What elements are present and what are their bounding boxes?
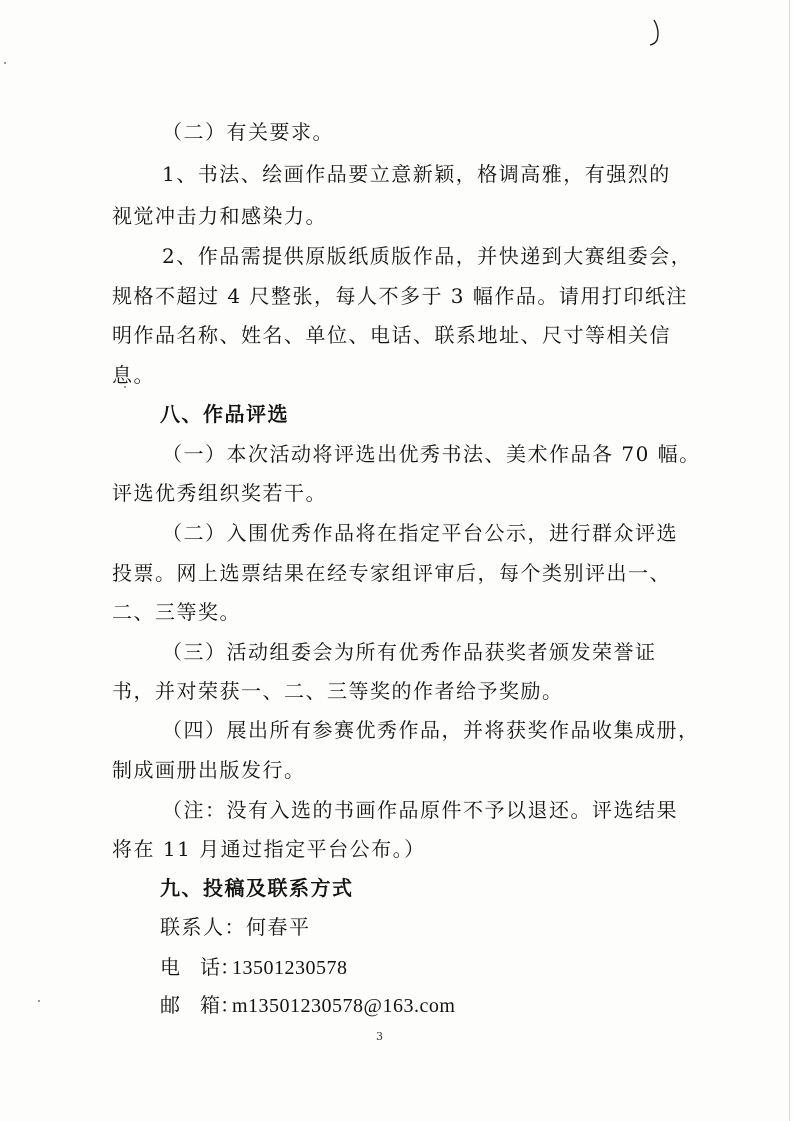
paragraph-line: 明作品名称、姓名、单位、电话、联系地址、尺寸等相关信	[112, 323, 671, 347]
paragraph-line: 视觉冲击力和感染力。	[112, 204, 327, 228]
note-line: （注：没有入选的书画作品原件不予以退还。评选结果	[162, 798, 678, 822]
paragraph-line: 二、三等奖。	[112, 600, 241, 624]
label-char: 箱：	[200, 993, 240, 1017]
contact-phone	[160, 955, 348, 980]
email-value: m13501230578@163.com	[232, 995, 456, 1017]
label-char: 邮	[160, 993, 180, 1017]
section-heading: 八、作品评选	[160, 402, 289, 426]
paragraph-line: 制成画册出版发行。	[112, 758, 306, 782]
paragraph-line: 2、作品需提供原版纸质版作品，并快递到大赛组委会，	[162, 244, 693, 268]
paragraph-line: （二）入围优秀作品将在指定平台公示，进行群众评选	[162, 521, 678, 545]
scan-speck	[38, 1000, 40, 1002]
paragraph-line: 1、书法、绘画作品要立意新颖，格调高雅，有强烈的	[162, 162, 671, 186]
label-char: 电	[160, 955, 180, 979]
scan-speck	[4, 62, 6, 64]
contact-phone-label	[160, 955, 240, 979]
label-char: 话：	[200, 955, 240, 979]
contact-email	[160, 993, 455, 1018]
paragraph-line: 规格不超过 4 尺整张，每人不多于 3 幅作品。请用打印纸注	[112, 284, 688, 308]
page-number: 3	[376, 1030, 383, 1043]
paragraph-line: （三）活动组委会为所有优秀作品获奖者颁发荣誉证	[162, 640, 657, 664]
contact-person: 联系人：何春平	[160, 915, 311, 939]
note-line: 将在 11 月通过指定平台公布。）	[112, 837, 426, 861]
section-heading: 九、投稿及联系方式	[160, 876, 354, 900]
scan-edge-line	[789, 0, 790, 1121]
paragraph-line: 投票。网上选票结果在经专家组评审后，每个类别评出一、	[112, 561, 671, 585]
paragraph-line: （一）本次活动将评选出优秀书法、美术作品各 70 幅。	[162, 442, 701, 466]
contact-email-label	[160, 993, 240, 1017]
subsection-heading: （二）有关要求。	[162, 120, 334, 144]
paragraph-line: （四）展出所有参赛优秀作品，并将获奖作品收集成册，	[162, 718, 700, 742]
phone-value: 13501230578	[232, 957, 348, 979]
paragraph-line: 书，并对荣获一、二、三等奖的作者给予奖励。	[112, 679, 564, 703]
pen-mark-icon	[648, 18, 664, 48]
paragraph-line: 评选优秀组织奖若干。	[112, 481, 327, 505]
paragraph-line: 息。	[112, 363, 155, 387]
